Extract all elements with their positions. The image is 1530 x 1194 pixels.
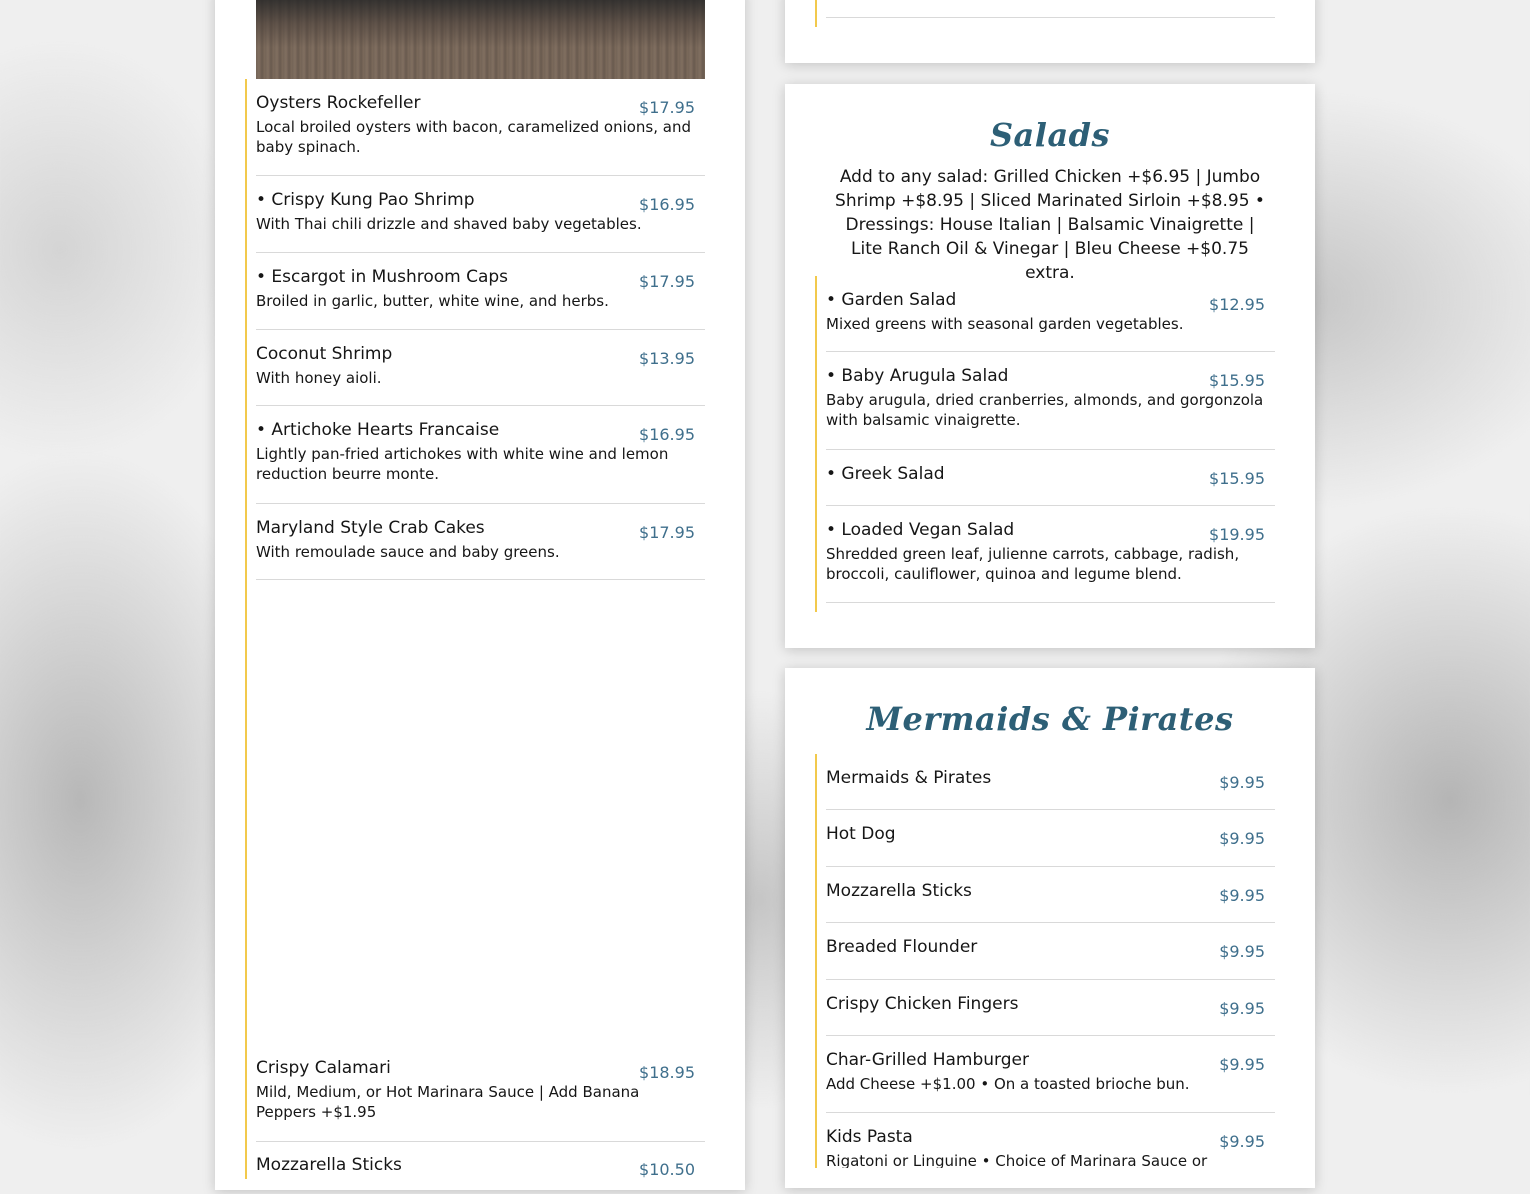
item-price: $9.95 <box>1219 1132 1265 1151</box>
item-price: $16.95 <box>639 425 695 444</box>
item-name: Crispy Chicken Fingers <box>826 994 1019 1014</box>
item-description: Add Cheese +$1.00 • On a toasted brioche bun. <box>826 1075 1190 1093</box>
menu-item <box>826 767 1275 810</box>
item-price: $16.95 <box>639 195 695 214</box>
item-price: $18.95 <box>639 1063 695 1082</box>
item-price: $15.95 <box>1209 371 1265 390</box>
appetizer-photo <box>256 0 705 79</box>
item-price: $12.95 <box>1209 295 1265 314</box>
item-name: • Escargot in Mushroom Caps <box>256 267 509 287</box>
item-name: • Artichoke Hearts Francaise <box>256 420 500 440</box>
item-price: $10.50 <box>639 1160 695 1179</box>
item-name: • Garden Salad <box>826 290 957 310</box>
item-name: Maryland Style Crab Cakes <box>256 518 485 538</box>
menu-item <box>826 1126 1275 1168</box>
menu-item <box>826 936 1275 980</box>
menu-item <box>256 1154 705 1194</box>
item-price: $9.95 <box>1219 999 1265 1018</box>
item-description: Local broiled oysters with bacon, caramelized onions, and baby spinach. <box>256 118 692 156</box>
item-price: $9.95 <box>1219 886 1265 905</box>
menu-item <box>256 189 705 253</box>
item-price: $9.95 <box>1219 1055 1265 1074</box>
previous-section-list <box>815 0 817 27</box>
previous-section-card <box>785 0 1315 63</box>
kids-list <box>815 754 817 1168</box>
item-description: With honey aioli. <box>256 369 382 387</box>
item-name: Kids Pasta <box>826 1127 913 1147</box>
item-name: Crispy Calamari <box>256 1058 391 1078</box>
item-name: Char-Grilled Hamburger <box>826 1050 1029 1070</box>
item-price: $15.95 <box>1209 469 1265 488</box>
item-price: $17.95 <box>639 272 695 291</box>
item-price: $9.95 <box>1219 942 1265 961</box>
menu-item <box>256 1057 705 1142</box>
item-name: • Greek Salad <box>826 464 945 484</box>
item-name: Hot Dog <box>826 824 896 844</box>
item-price: $17.95 <box>639 98 695 117</box>
menu-item <box>256 517 705 580</box>
item-price: $13.95 <box>639 349 695 368</box>
item-description: Shredded green leaf, julienne carrots, cabbage, radish, broccoli, cauliflower, quinoa and legume blend. <box>826 545 1240 583</box>
item-price: $9.95 <box>1219 773 1265 792</box>
item-name: Mozzarella Sticks <box>826 881 972 901</box>
previous-section-divider <box>826 17 1275 18</box>
item-name: • Loaded Vegan Salad <box>826 520 1015 540</box>
menu-item <box>256 92 705 176</box>
item-description: Rigatoni or Linguine • Choice of Marinara Sauce or <box>826 1152 1208 1168</box>
salads-list <box>815 276 817 612</box>
item-name: Mermaids & Pirates <box>826 768 992 788</box>
salad-addons-note: Add to any salad: Grilled Chicken +$6.95 | Jumbo Shrimp +$8.95 | Sliced Marinated Sirloin +$8.95 • Dressings: House Italian | Balsamic Vinaigrette | Lite Ranch Oil & Vinegar | Bleu Cheese +$0.75 extra. <box>835 167 1265 283</box>
item-price: $17.95 <box>639 523 695 542</box>
item-name: Mozzarella Sticks <box>256 1155 402 1175</box>
item-description: Lightly pan-fried artichokes with white wine and lemon reduction beurre monte. <box>256 445 669 483</box>
item-price: $19.95 <box>1209 525 1265 544</box>
item-description: With Thai chili drizzle and shaved baby vegetables. <box>256 215 642 233</box>
menu-item <box>826 365 1275 450</box>
section-title: Salads <box>989 116 1111 154</box>
item-price: $9.95 <box>1219 829 1265 848</box>
item-description: Mixed greens with seasonal garden vegetables. <box>826 315 1184 333</box>
item-name: • Baby Arugula Salad <box>826 366 1009 386</box>
item-description: With remoulade sauce and baby greens. <box>256 543 560 561</box>
menu-item <box>826 880 1275 923</box>
menu-item <box>826 993 1275 1036</box>
item-description: Broiled in garlic, butter, white wine, and herbs. <box>256 292 609 310</box>
item-name: • Crispy Kung Pao Shrimp <box>256 190 475 210</box>
item-name: Coconut Shrimp <box>256 344 393 364</box>
menu-item <box>826 1049 1275 1113</box>
menu-item <box>826 823 1275 867</box>
item-description: Baby arugula, dried cranberries, almonds, and gorgonzola with balsamic vinaigrette. <box>826 391 1264 429</box>
menu-item <box>256 419 705 504</box>
item-description: Mild, Medium, or Hot Marinara Sauce | Add Banana Peppers +$1.95 <box>256 1083 640 1121</box>
item-name: Breaded Flounder <box>826 937 978 957</box>
menu-item <box>826 463 1275 506</box>
item-name: Oysters Rockefeller <box>256 93 421 113</box>
menu-item <box>256 266 705 330</box>
menu-item <box>256 343 705 406</box>
section-title: Mermaids & Pirates <box>866 700 1234 738</box>
menu-item <box>826 289 1275 352</box>
menu-item <box>826 519 1275 603</box>
